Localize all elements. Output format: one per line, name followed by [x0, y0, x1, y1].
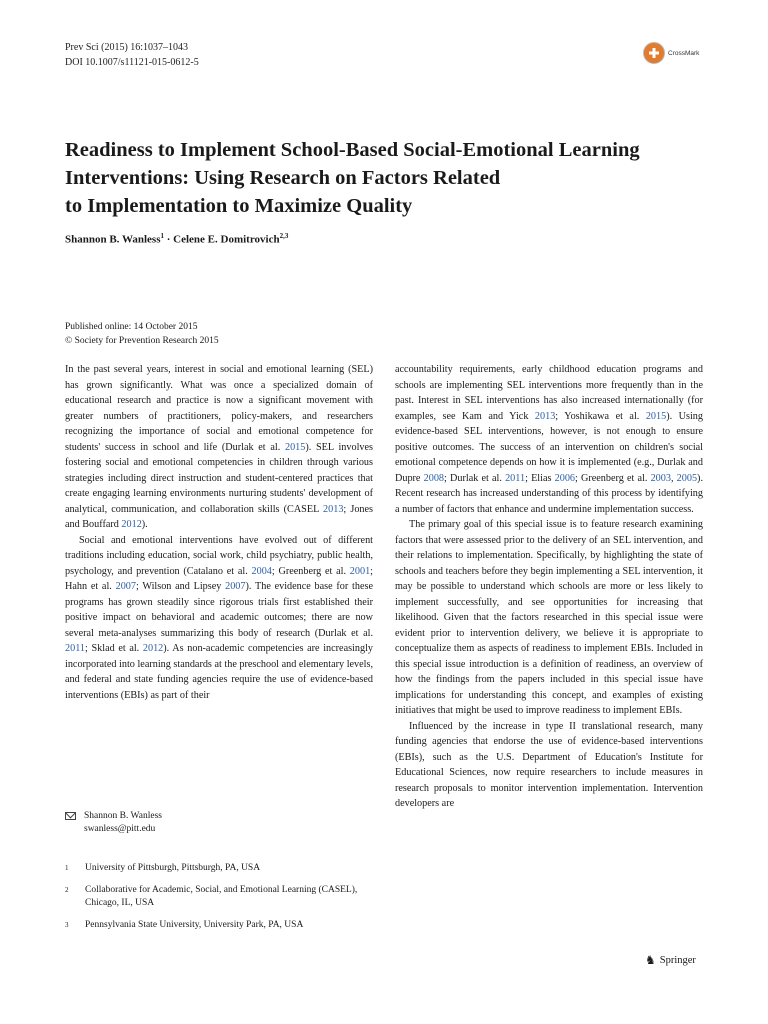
citation-link[interactable]: 2001 [349, 565, 371, 577]
springer-horse-icon: ♞ [645, 953, 656, 967]
paragraph-text: The primary goal of this special issue is to feature research examining factors that were assessed prior to the delivery of an SEL intervention, and their relations to implementation. Specifically, by highlighting the state of schools and teachers before they begin implementing a SEL intervention, it may be possible to understand which schools are more or less likely to implement successfully, and see opportunities for increasing that likelihood. Given that the factors researched in this special issue were evident prior to intervention delivery, we believe it is appropriate to conceptualize them as aspects of readiness to implement EBIs. Included in this special issue introduction is a definition of readiness, an overview of how the findings from the papers included in this special issue have implications for understanding this concept, and examples of existing initiatives that might be used to improve readiness to implement EBIs. [395, 519, 703, 716]
body-paragraph [395, 719, 703, 812]
citation-link[interactable]: 2013 [534, 410, 556, 422]
citation-link[interactable]: 2015 [645, 410, 667, 422]
author-affiliation-ref: 2,3 [279, 232, 289, 240]
citation-link[interactable]: 2012 [142, 643, 164, 654]
mail-icon [65, 812, 76, 820]
paragraph-text: , [670, 472, 677, 484]
paragraph-text: ). [141, 519, 148, 530]
paragraph-text: ; Sklad et al. [85, 643, 143, 654]
affiliation-item [65, 919, 365, 932]
paragraph-text: ; Greenberg et al. [271, 565, 350, 577]
affiliation-text: Collaborative for Academic, Social, and Emotional Learning (CASEL), Chicago, IL, USA [85, 885, 358, 908]
paragraph-text: ; Hahn et al. [65, 565, 374, 592]
author-separator: · [164, 233, 174, 246]
copyright: © Society for Prevention Research 2015 [65, 336, 219, 346]
affiliation-number: 3 [65, 921, 69, 929]
affiliation-number: 1 [65, 864, 69, 872]
author-affiliation-ref: 1 [160, 232, 164, 240]
citation-link[interactable]: 2007 [115, 581, 136, 592]
crossmark-badge[interactable] [643, 42, 699, 64]
contact-name: Shannon B. Wanless [84, 811, 162, 821]
author-name[interactable]: Shannon B. Wanless [65, 233, 161, 246]
body-paragraph [65, 362, 373, 533]
citation-link[interactable]: 2011 [505, 472, 526, 484]
paragraph-text: In the past several years, interest in social and emotional learning (SEL) has grown significantly. What was once a specialized domain of educational research and practice is now a significant movement with greater numbers of practitioners, policy-makers, and researchers recognizing the importance of social and emotional competence for students' success in school and life (Durlak et al. [65, 364, 373, 453]
corresponding-author [65, 810, 162, 836]
body-column-right [395, 362, 703, 812]
citation-link[interactable]: 2015 [284, 441, 306, 453]
paragraph-text: ). SEL involves fostering social and emotional competencies in children through various strategies including direct instruction and student-centered practices that create engaging learning environments nurturing students' development of analytical, communication, and collaboration skills (CASEL [65, 441, 373, 515]
paper-title [65, 136, 705, 220]
citation-link[interactable]: 2006 [554, 472, 575, 484]
paragraph-text: Social and emotional interventions have evolved out of different traditions including education, social work, child psychiatry, public health, psychology, and prevention (Catalano et al. [65, 534, 373, 577]
affiliation-item [65, 884, 365, 910]
publication-info [65, 320, 219, 348]
paragraph-text: ). As non-academic competencies are increasingly incorporated into learning standards at the preschool and elementary levels, and federal and state funding agencies require the use of evidence-based interventions (EBIs) as part of their [65, 643, 373, 701]
citation-link[interactable]: 2012 [121, 519, 142, 530]
paragraph-text: ; Yoshikawa et al. [555, 410, 646, 422]
affiliation-item [65, 862, 365, 875]
paragraph-text: ; Durlak et al. [444, 472, 506, 484]
paragraph-text: ; Elias [525, 472, 555, 484]
affiliation-number: 2 [65, 886, 69, 894]
author-name[interactable]: Celene E. Domitrovich [173, 233, 280, 246]
paragraph-text: ; Wilson and Lipsey [135, 581, 226, 592]
citation-link[interactable]: 2007 [225, 581, 246, 592]
paragraph-text: ; Jones and Bouffard [65, 503, 374, 530]
body-paragraph [65, 533, 373, 704]
journal-citation: Prev Sci (2015) 16:1037–1043 [65, 42, 189, 53]
paragraph-text: ). Recent research has increased understanding of this process by identifying a number of factors that enhance and undermine implementation success. [395, 472, 703, 515]
journal-meta [65, 40, 199, 70]
citation-link[interactable]: 2004 [251, 565, 272, 577]
body-paragraph [395, 362, 703, 517]
publisher-logo [645, 953, 696, 968]
paragraph-text: Influenced by the increase in type II translational research, many funding agencies that endorse the use of evidence-based interventions (EBIs), such as the U.S. Department of Education's Institute for Educational Sciences, now require researchers to include measures in research proposals to monitor intervention implementation. Intervention developers are [395, 720, 703, 809]
body-paragraph [395, 517, 703, 719]
citation-link[interactable]: 2013 [323, 503, 344, 515]
paragraph-text: accountability requirements, early childhood education programs and schools are implementing SEL interventions more frequently than in the past. Interest in SEL interventions has also increased internationally (for examples, see Kam and Yick [395, 364, 703, 422]
title-line: to Implementation to Maximize Quality [65, 195, 413, 217]
citation-link[interactable]: 2003 [650, 472, 671, 484]
contact-email[interactable]: swanless@pitt.edu [84, 824, 156, 834]
title-line: Interventions: Using Research on Factors Related [65, 167, 501, 189]
published-date: Published online: 14 October 2015 [65, 322, 198, 332]
affiliations [65, 862, 365, 941]
paragraph-text: ). Using evidence-based SEL interventions, however, is not enough to ensure positive outcomes. The success of an intervention on children's social emotional competence depends on how it is implemented (e.g., Durlak and Dupre [395, 410, 703, 484]
affiliation-text: University of Pittsburgh, Pittsburgh, PA, USA [85, 863, 261, 873]
author-list [65, 232, 288, 246]
title-line: Readiness to Implement School-Based Social-Emotional Learning [65, 139, 640, 161]
citation-link[interactable]: 2005 [676, 472, 698, 484]
crossmark-icon [643, 42, 665, 64]
citation-link[interactable]: 2011 [65, 643, 85, 654]
publisher-name: Springer [659, 955, 696, 966]
paragraph-text: ; Greenberg et al. [575, 472, 651, 484]
affiliation-text: Pennsylvania State University, University Park, PA, USA [85, 920, 304, 930]
crossmark-label: CrossMark [668, 49, 700, 57]
body-column-left [65, 362, 373, 703]
journal-doi[interactable]: DOI 10.1007/s11121-015-0612-5 [65, 57, 199, 68]
paragraph-text: ). The evidence base for these programs has grown steadily since rigorous trials first established their positive impact on behavioral and academic outcomes; there are now several meta-analyses summarizing this body of research (Durlak et al. [65, 581, 373, 639]
citation-link[interactable]: 2008 [423, 472, 445, 484]
